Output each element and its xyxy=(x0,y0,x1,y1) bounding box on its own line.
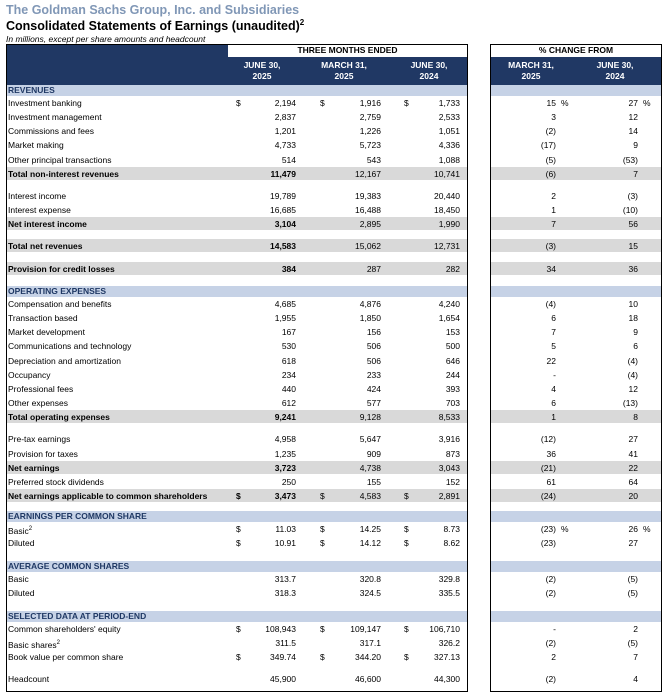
currency-symbol: $ xyxy=(320,652,325,663)
value-cell: 244 xyxy=(445,369,460,380)
row-label: Interest income xyxy=(8,190,67,201)
value-cell: 1,850 xyxy=(359,313,381,324)
value-cell: 11.03 xyxy=(275,524,296,534)
value-cell: 324.5 xyxy=(359,588,381,599)
value-cell: 3,473 xyxy=(274,490,296,501)
currency-symbol: $ xyxy=(404,490,409,501)
row-label: Depreciation and amortization xyxy=(8,355,121,366)
pct-cell: 3 xyxy=(551,112,556,123)
table-row xyxy=(0,325,668,339)
row-label: Provision for taxes xyxy=(8,448,78,459)
row-label: Investment management xyxy=(8,112,102,123)
value-cell: 14,583 xyxy=(270,241,296,252)
table-row xyxy=(0,311,668,325)
value-cell: 3,043 xyxy=(438,462,460,473)
value-cell: 4,583 xyxy=(359,490,381,501)
value-cell: 1,235 xyxy=(274,448,296,459)
pct-cell: (6) xyxy=(545,168,556,179)
value-cell: 12,731 xyxy=(434,241,460,252)
pct-cell: 6 xyxy=(551,313,556,324)
value-cell: 11,479 xyxy=(270,168,296,179)
pct-cell: 64 xyxy=(628,476,638,487)
value-cell: 14.12 xyxy=(359,538,381,549)
pct-cell: (5) xyxy=(627,588,638,599)
value-cell: 106,710 xyxy=(429,624,460,634)
value-cell: 9,241 xyxy=(274,412,296,423)
table-row xyxy=(0,239,668,253)
value-cell: 8.62 xyxy=(443,538,460,549)
currency-symbol: $ xyxy=(320,524,325,534)
pct-cell: (5) xyxy=(627,574,638,584)
row-label: Market making xyxy=(8,140,64,151)
table-row xyxy=(0,96,668,110)
row-label: Pre-tax earnings xyxy=(8,434,71,445)
pct-cell: (23) xyxy=(540,524,556,534)
row-label: Common shareholders' equity xyxy=(8,624,121,634)
row-label: Headcount xyxy=(8,674,50,685)
pct-cell: 7 xyxy=(633,652,638,663)
value-cell: 335.5 xyxy=(438,588,460,599)
value-cell: 234 xyxy=(281,369,296,380)
pct-cell: 61 xyxy=(546,476,556,487)
value-cell: 4,958 xyxy=(274,434,296,445)
table-row xyxy=(0,636,668,650)
col-jun24-header: JUNE 30, 2024 xyxy=(410,60,448,81)
table-row xyxy=(0,217,668,231)
pct-mar25-header: MARCH 31, 2025 xyxy=(508,60,554,81)
section-title: EARNINGS PER COMMON SHARE xyxy=(8,511,147,521)
value-cell: 14.25 xyxy=(359,524,381,534)
row-label: Professional fees xyxy=(8,383,74,394)
three-months-label: THREE MONTHS ENDED xyxy=(297,45,398,55)
value-cell: 873 xyxy=(445,448,460,459)
table-row xyxy=(0,672,668,686)
value-cell: 15,062 xyxy=(355,241,381,252)
table-row xyxy=(0,572,668,586)
value-cell: 1,990 xyxy=(438,219,460,230)
value-cell: 646 xyxy=(445,355,460,366)
table-row xyxy=(0,461,668,475)
value-cell: 1,051 xyxy=(438,126,460,137)
value-cell: 287 xyxy=(366,263,381,274)
pct-cell: (13) xyxy=(622,398,638,409)
table-row xyxy=(0,396,668,410)
value-cell: 506 xyxy=(366,355,381,366)
value-cell: 45,900 xyxy=(270,674,296,685)
section-title: AVERAGE COMMON SHARES xyxy=(8,561,130,571)
value-cell: 3,104 xyxy=(274,219,296,230)
percent-symbol: % xyxy=(643,524,651,534)
table-row xyxy=(0,410,668,424)
row-label: Basic$^2$ xyxy=(8,525,33,536)
pct-cell: 2 xyxy=(551,652,556,663)
value-cell: 167 xyxy=(281,327,296,338)
currency-symbol: $ xyxy=(404,524,409,534)
value-cell: 250 xyxy=(281,476,296,487)
pct-cell: (5) xyxy=(627,638,638,649)
table-row xyxy=(0,622,668,636)
value-cell: 1,955 xyxy=(274,313,296,324)
value-cell: 4,738 xyxy=(359,462,381,473)
table-row xyxy=(0,522,668,536)
value-cell: 703 xyxy=(445,398,460,409)
pct-cell: (17) xyxy=(540,140,556,151)
value-cell: 530 xyxy=(281,341,296,352)
value-cell: 10,741 xyxy=(434,168,460,179)
pct-cell: 15 xyxy=(628,241,638,252)
table-row xyxy=(0,339,668,353)
pct-cell: 5 xyxy=(551,341,556,352)
table-row xyxy=(0,262,668,276)
value-cell: 5,647 xyxy=(359,434,381,445)
currency-symbol: $ xyxy=(404,624,409,634)
value-cell: 424 xyxy=(366,383,381,394)
value-cell: 16,685 xyxy=(270,205,296,216)
col-mar25-header: MARCH 31, 2025 xyxy=(321,60,367,81)
pct-cell: 8 xyxy=(633,412,638,423)
pct-cell: 10 xyxy=(628,299,638,309)
pct-cell: 34 xyxy=(546,263,556,274)
table-row xyxy=(0,368,668,382)
currency-symbol: $ xyxy=(236,98,241,108)
value-cell: 440 xyxy=(281,383,296,394)
pct-cell: 7 xyxy=(633,168,638,179)
table-row xyxy=(0,650,668,664)
row-label: Transaction based xyxy=(8,313,78,324)
value-cell: 16,488 xyxy=(355,205,381,216)
currency-symbol: $ xyxy=(236,524,241,534)
currency-symbol: $ xyxy=(320,98,325,108)
row-label: Net earnings xyxy=(8,462,60,473)
value-cell: 577 xyxy=(366,398,381,409)
table-row xyxy=(0,153,668,167)
currency-symbol: $ xyxy=(320,490,325,501)
value-cell: 9,128 xyxy=(359,412,381,423)
value-cell: 1,226 xyxy=(359,126,381,137)
value-cell: 4,336 xyxy=(438,140,460,151)
value-cell: 1,733 xyxy=(438,98,460,108)
value-cell: 612 xyxy=(281,398,296,409)
value-cell: 514 xyxy=(281,154,296,165)
pct-cell: 36 xyxy=(628,263,638,274)
pct-cell: (4) xyxy=(545,299,556,309)
pct-cell: 7 xyxy=(551,219,556,230)
value-cell: 1,916 xyxy=(359,98,381,108)
value-cell: 153 xyxy=(445,327,460,338)
value-cell: 344.20 xyxy=(355,652,381,663)
value-cell: 2,759 xyxy=(359,112,381,123)
percent-symbol: % xyxy=(643,98,651,108)
pct-cell: 6 xyxy=(551,398,556,409)
table-row xyxy=(0,189,668,203)
pct-cell: 26 xyxy=(628,524,638,534)
pct-cell: (2) xyxy=(545,574,556,584)
pct-cell: - xyxy=(553,624,556,634)
value-cell: 3,723 xyxy=(274,462,296,473)
pct-cell: 4 xyxy=(633,674,638,685)
value-cell: 318.3 xyxy=(274,588,296,599)
value-cell: 4,876 xyxy=(359,299,381,309)
pct-cell: 1 xyxy=(551,205,556,216)
value-cell: 1,201 xyxy=(274,126,296,137)
value-cell: 2,895 xyxy=(359,219,381,230)
row-label: Provision for credit losses xyxy=(8,263,115,274)
value-cell: 393 xyxy=(445,383,460,394)
currency-symbol: $ xyxy=(236,538,241,549)
value-cell: 384 xyxy=(281,263,296,274)
table-row xyxy=(0,536,668,550)
currency-symbol: $ xyxy=(404,652,409,663)
row-label: Diluted xyxy=(8,538,35,549)
value-cell: 2,533 xyxy=(438,112,460,123)
value-cell: 618 xyxy=(281,355,296,366)
value-cell: 19,383 xyxy=(355,190,381,201)
pct-cell: (10) xyxy=(622,205,638,216)
row-label: Interest expense xyxy=(8,205,71,216)
value-cell: 2,837 xyxy=(274,112,296,123)
pct-cell: 36 xyxy=(546,448,556,459)
value-cell: 317.1 xyxy=(359,638,381,649)
row-label: Diluted xyxy=(8,588,35,599)
currency-symbol: $ xyxy=(320,538,325,549)
row-label: Net earnings applicable to common shareholders xyxy=(8,490,208,501)
page-title: Consolidated Statements of Earnings (unaudited)$^2$ xyxy=(6,18,305,34)
pct-cell: (12) xyxy=(540,434,556,445)
row-label: Occupancy xyxy=(8,369,51,380)
pct-cell: (2) xyxy=(545,674,556,685)
pct-cell: (3) xyxy=(545,241,556,252)
pct-cell: 1 xyxy=(551,412,556,423)
value-cell: 2,891 xyxy=(438,490,460,501)
pct-cell: 2 xyxy=(551,190,556,201)
value-cell: 46,600 xyxy=(355,674,381,685)
value-cell: 543 xyxy=(366,154,381,165)
pct-cell: (2) xyxy=(545,126,556,137)
currency-symbol: $ xyxy=(320,624,325,634)
value-cell: 19,789 xyxy=(270,190,296,201)
table-row xyxy=(0,167,668,181)
row-label: Total net revenues xyxy=(8,241,83,252)
section-band-pct xyxy=(491,286,661,297)
value-cell: 2,194 xyxy=(274,98,296,108)
pct-cell: 56 xyxy=(628,219,638,230)
value-cell: 156 xyxy=(366,327,381,338)
percent-symbol: % xyxy=(561,98,569,108)
value-cell: 10.91 xyxy=(274,538,296,549)
currency-symbol: $ xyxy=(404,98,409,108)
row-label: Commissions and fees xyxy=(8,126,94,137)
value-cell: 329.8 xyxy=(438,574,460,584)
currency-symbol: $ xyxy=(236,652,241,663)
row-label: Total non-interest revenues xyxy=(8,168,119,179)
pct-cell: 12 xyxy=(628,112,638,123)
pct-cell: 6 xyxy=(633,341,638,352)
pct-cell: 9 xyxy=(633,327,638,338)
row-label: Other principal transactions xyxy=(8,154,112,165)
value-cell: 282 xyxy=(445,263,460,274)
section-band-pct xyxy=(491,85,661,96)
pct-cell: - xyxy=(553,369,556,380)
pct-cell: (2) xyxy=(545,588,556,599)
row-label: Total operating expenses xyxy=(8,412,110,423)
row-label: Other expenses xyxy=(8,398,69,409)
section-band-pct xyxy=(491,561,661,572)
page-subtitle: In millions, except per share amounts and headcount xyxy=(6,34,206,44)
value-cell: 311.5 xyxy=(275,638,296,649)
value-cell: 8,533 xyxy=(438,412,460,423)
pct-cell: (24) xyxy=(540,490,556,501)
pct-cell: 22 xyxy=(628,462,638,473)
section-title: OPERATING EXPENSES xyxy=(8,286,107,296)
row-label: Communications and technology xyxy=(8,341,132,352)
table-row xyxy=(0,138,668,152)
value-cell: 8.73 xyxy=(443,524,460,534)
value-cell: 909 xyxy=(366,448,381,459)
table-row xyxy=(0,489,668,503)
pct-cell: 22 xyxy=(546,355,556,366)
pct-cell: (21) xyxy=(540,462,556,473)
row-shade xyxy=(7,461,467,474)
pct-cell: 9 xyxy=(633,140,638,151)
pct-cell: (53) xyxy=(622,154,638,165)
value-cell: 3,916 xyxy=(438,434,460,445)
value-cell: 1,088 xyxy=(438,154,460,165)
pct-cell: 12 xyxy=(628,383,638,394)
table-row xyxy=(0,432,668,446)
value-cell: 506 xyxy=(366,341,381,352)
pct-cell: 27 xyxy=(628,538,638,549)
pct-change-label: % CHANGE FROM xyxy=(538,45,614,55)
table-row xyxy=(0,203,668,217)
value-cell: 327.13 xyxy=(434,652,460,663)
pct-cell: 18 xyxy=(628,313,638,324)
value-cell: 233 xyxy=(366,369,381,380)
value-cell: 109,147 xyxy=(350,624,381,634)
pct-cell: (4) xyxy=(627,369,638,380)
pct-cell: 27 xyxy=(628,434,638,445)
table-row xyxy=(0,447,668,461)
table-row xyxy=(0,124,668,138)
value-cell: 4,733 xyxy=(274,140,296,151)
company-name: The Goldman Sachs Group, Inc. and Subsidiaries xyxy=(6,3,300,17)
row-label: Book value per common share xyxy=(8,652,124,663)
value-cell: 20,440 xyxy=(434,190,460,201)
col-jun25-header: JUNE 30, 2025 xyxy=(243,60,281,81)
value-cell: 313.7 xyxy=(274,574,296,584)
table-row xyxy=(0,354,668,368)
pct-cell: 41 xyxy=(628,448,638,459)
value-cell: 155 xyxy=(366,476,381,487)
percent-symbol: % xyxy=(561,524,569,534)
value-cell: 349.74 xyxy=(270,652,296,663)
value-cell: 326.2 xyxy=(438,638,460,649)
pct-cell: 4 xyxy=(551,383,556,394)
row-label: Investment banking xyxy=(8,98,82,108)
section-title: REVENUES xyxy=(8,85,55,95)
currency-symbol: $ xyxy=(404,538,409,549)
row-label: Compensation and benefits xyxy=(8,299,112,309)
value-cell: 4,685 xyxy=(274,299,296,309)
section-title: SELECTED DATA AT PERIOD-END xyxy=(8,611,147,621)
row-label: Net interest income xyxy=(8,219,87,230)
pct-cell: (4) xyxy=(627,355,638,366)
row-label: Preferred stock dividends xyxy=(8,476,104,487)
pct-cell: 2 xyxy=(633,624,638,634)
pct-cell: 27 xyxy=(628,98,638,108)
value-cell: 18,450 xyxy=(434,205,460,216)
pct-cell: (2) xyxy=(545,638,556,649)
value-cell: 500 xyxy=(445,341,460,352)
pct-cell: 20 xyxy=(628,490,638,501)
section-band-pct xyxy=(491,611,661,622)
pct-cell: 15 xyxy=(546,98,556,108)
value-cell: 5,723 xyxy=(359,140,381,151)
value-cell: 152 xyxy=(445,476,460,487)
row-label: Market development xyxy=(8,327,86,338)
value-cell: 12,167 xyxy=(355,168,381,179)
pct-cell: (5) xyxy=(545,154,556,165)
value-cell: 320.8 xyxy=(359,574,381,584)
pct-cell: (23) xyxy=(540,538,556,549)
value-cell: 1,654 xyxy=(438,313,460,324)
value-cell: 44,300 xyxy=(434,674,460,685)
value-cell: 4,240 xyxy=(438,299,460,309)
section-band xyxy=(7,85,467,96)
table-row xyxy=(0,382,668,396)
pct-cell: 7 xyxy=(551,327,556,338)
pct-cell: 14 xyxy=(628,126,638,137)
pct-cell: (3) xyxy=(627,190,638,201)
section-band-pct xyxy=(491,511,661,522)
currency-symbol: $ xyxy=(236,624,241,634)
table-row xyxy=(0,110,668,124)
pct-jun24-header: JUNE 30, 2024 xyxy=(596,60,634,81)
table-row xyxy=(0,586,668,600)
table-row xyxy=(0,297,668,311)
currency-symbol: $ xyxy=(236,490,241,501)
value-cell: 108,943 xyxy=(265,624,296,634)
table-row xyxy=(0,475,668,489)
row-label: Basic shares$^2$ xyxy=(8,639,61,650)
row-label: Basic xyxy=(8,574,29,584)
